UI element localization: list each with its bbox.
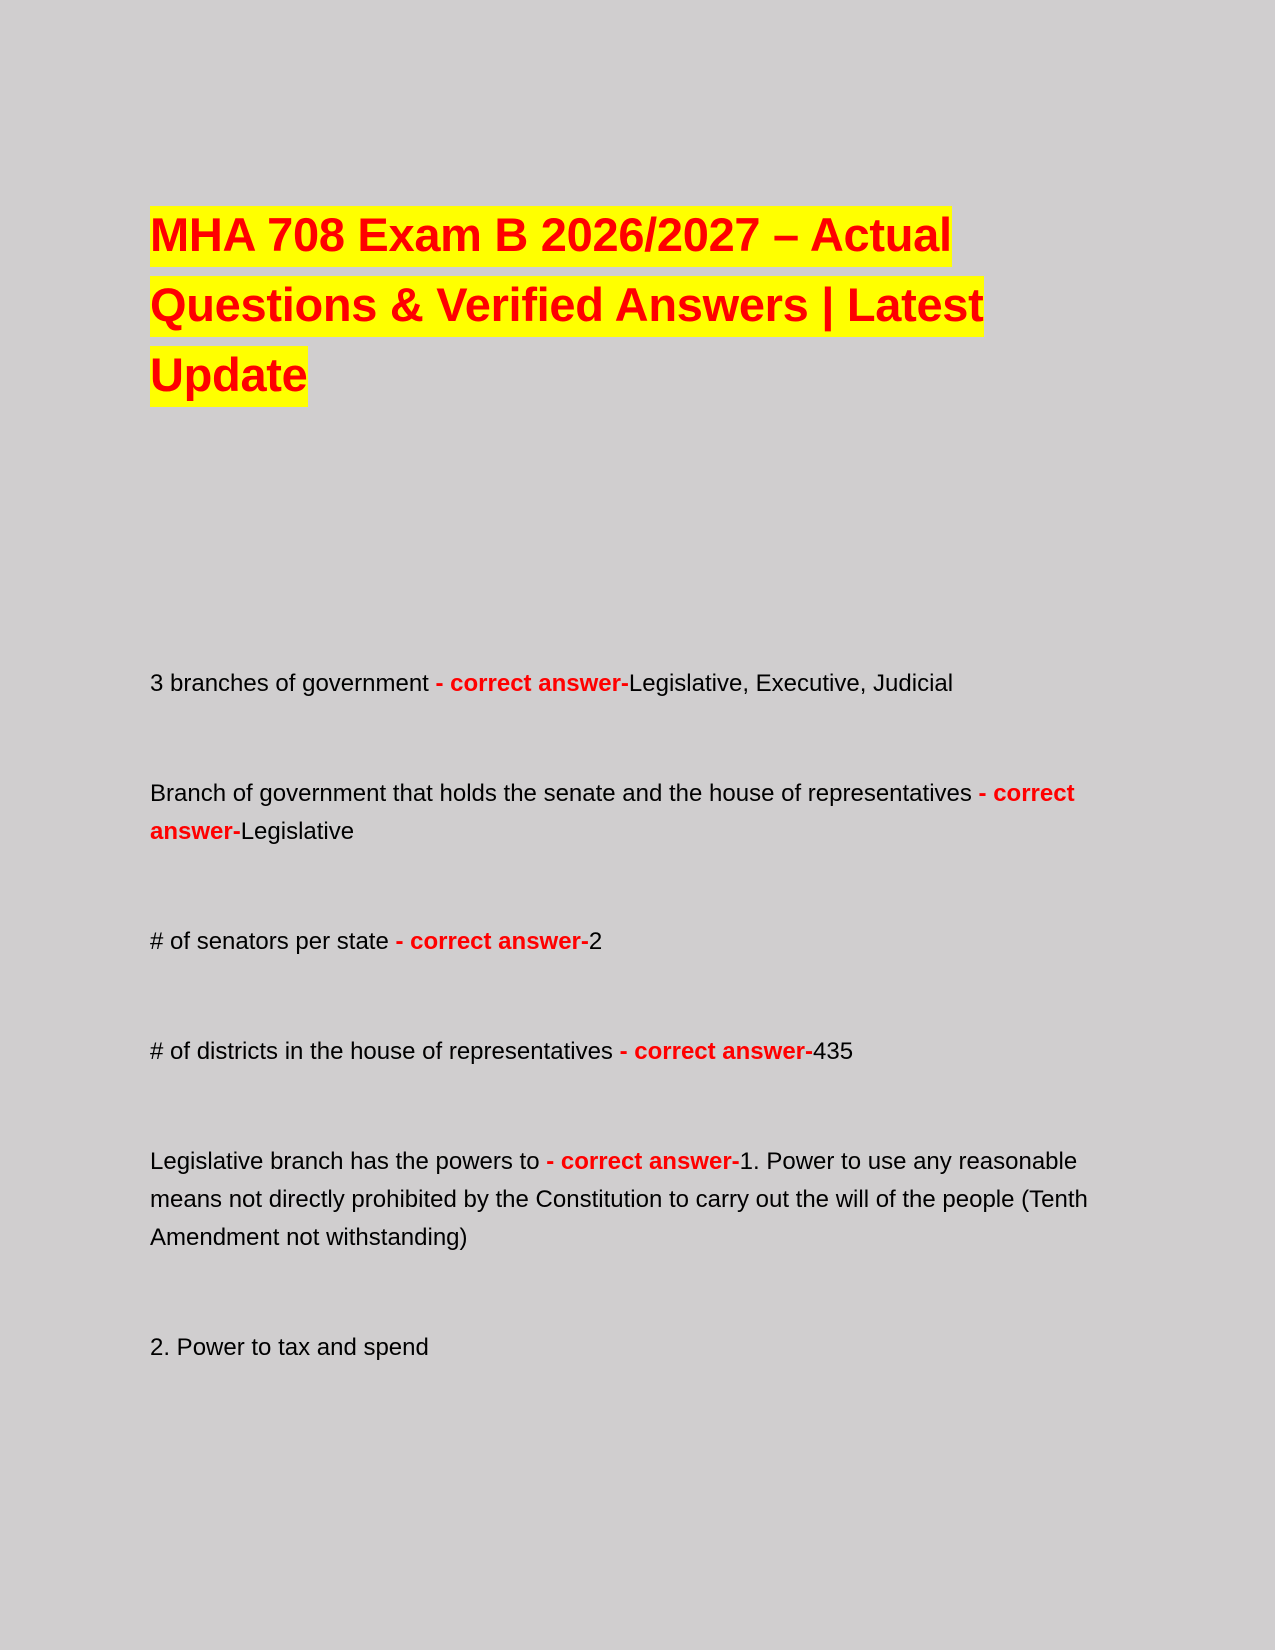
qa-list <box>150 665 1130 1439</box>
document-title <box>150 200 1030 410</box>
title-highlight: MHA 708 Exam B 2026/2027 – Actual Questions & Verified Answers | Latest Update <box>150 206 984 407</box>
question-text: Branch of government that holds the senate and the house of representatives <box>150 780 972 807</box>
document-page <box>150 200 1130 1361</box>
qa-item <box>150 665 1130 703</box>
answer-continuation: 2. Power to tax and spend <box>150 1334 429 1361</box>
answer-separator: - correct answer- <box>612 1038 813 1065</box>
answer-text: 435 <box>813 1038 854 1065</box>
answer-separator: - correct answer- <box>150 780 1075 845</box>
answer-text: Legislative, Executive, Judicial <box>628 670 954 697</box>
answer-separator: - correct answer- <box>539 1148 740 1175</box>
question-text: Legislative branch has the powers to <box>150 1148 540 1175</box>
answer-text: Legislative <box>240 818 355 845</box>
answer-text: 1. Power to use any reasonable means not directly prohibited by the Constitution to carry out the will of the people (Tenth Amendment not withstanding) <box>150 1148 1088 1251</box>
answer-separator: - correct answer- <box>428 670 629 697</box>
question-text: # of districts in the house of representatives <box>150 1038 613 1065</box>
question-text: # of senators per state <box>150 928 389 955</box>
qa-item <box>150 775 1130 851</box>
qa-item <box>150 1143 1130 1257</box>
qa-item <box>150 1033 1130 1071</box>
answer-text: 2 <box>588 928 603 955</box>
question-text: 3 branches of government <box>150 670 429 697</box>
answer-separator: - correct answer- <box>388 928 589 955</box>
qa-item <box>150 923 1130 961</box>
